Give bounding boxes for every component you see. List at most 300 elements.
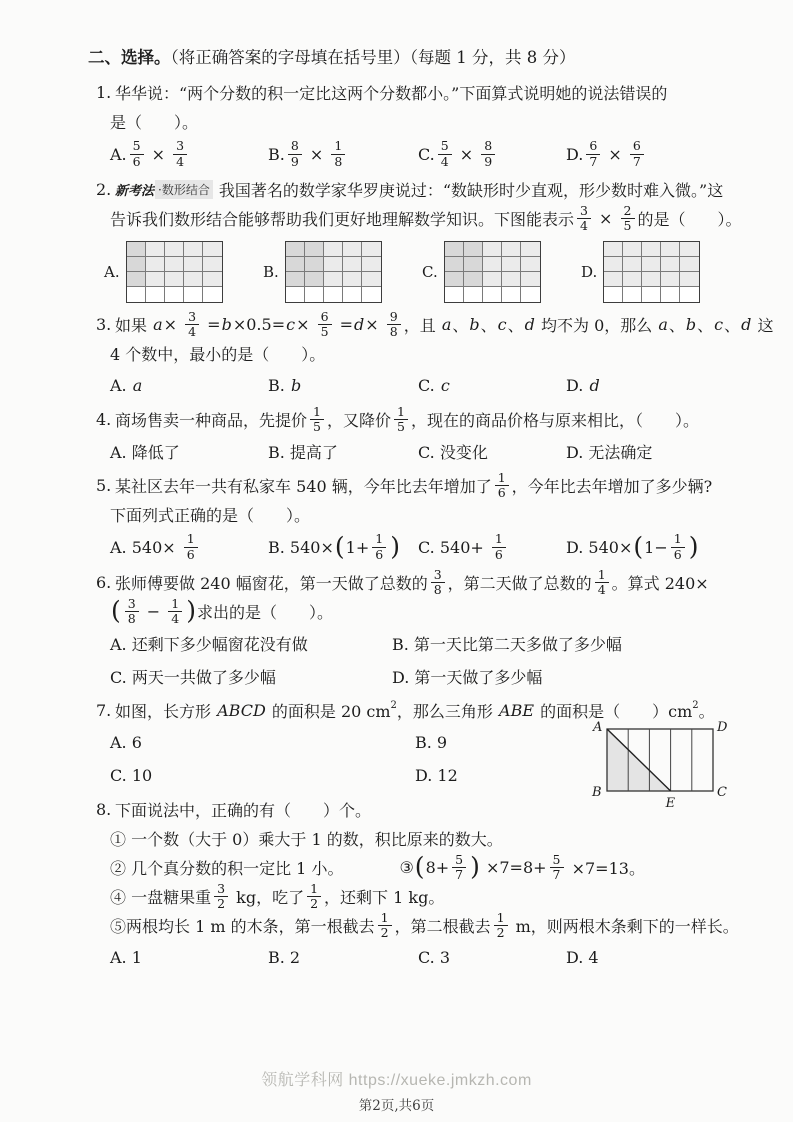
fraction-denominator: 8 — [433, 582, 442, 597]
grid-cell — [305, 287, 324, 302]
question-number: 1. — [96, 83, 112, 102]
fraction — [372, 533, 386, 561]
fraction-denominator: 2 — [310, 896, 319, 911]
option — [418, 944, 566, 970]
question-3 — [96, 308, 774, 398]
fraction-denominator: 9 — [290, 153, 299, 169]
question-line — [96, 500, 737, 529]
text-run: × — [163, 315, 183, 334]
fraction-numerator: 6 — [586, 140, 600, 155]
text-run: 这 — [752, 316, 774, 335]
option — [268, 944, 418, 970]
fraction-numerator: 3 — [577, 205, 591, 220]
text-run: = — [334, 315, 354, 334]
section-header — [88, 44, 737, 68]
text-run: 的是（ ）。 — [637, 210, 742, 229]
options-row — [96, 729, 656, 788]
text-run: A. 6 — [110, 732, 142, 752]
grid-cell — [127, 287, 146, 302]
math-variable: ABCD — [217, 701, 266, 720]
fraction-denominator: 6 — [375, 546, 384, 562]
grid-cell — [362, 242, 381, 257]
big-paren: ) — [470, 852, 480, 882]
fraction-numerator: 5 — [438, 140, 452, 155]
option — [110, 663, 392, 689]
fraction — [494, 909, 508, 940]
fraction — [288, 140, 302, 168]
math-variable: d — [741, 315, 752, 334]
question-4 — [96, 405, 737, 464]
grid-cell — [623, 272, 642, 287]
fraction-numerator: 8 — [481, 140, 495, 155]
grid-cell — [502, 287, 521, 302]
fraction-numerator: 8 — [288, 140, 302, 155]
fraction — [185, 308, 199, 339]
fraction — [318, 308, 332, 339]
fraction-denominator: 4 — [440, 153, 449, 169]
svg-text:D: D — [717, 720, 728, 735]
text-run: 1− — [644, 537, 668, 557]
fraction — [394, 403, 408, 434]
grid-cell — [464, 287, 483, 302]
fraction-denominator: 5 — [623, 218, 632, 233]
option — [110, 729, 415, 755]
fraction-numerator: 3 — [185, 311, 199, 326]
text-run: 是（ ）。 — [110, 113, 199, 132]
text-run: B. — [268, 375, 290, 395]
option — [110, 438, 268, 464]
text-run: ，今年比去年增加了多少辆? — [511, 477, 713, 496]
math-variable: d — [524, 315, 535, 334]
fraction — [577, 202, 591, 233]
big-paren: ( — [111, 596, 121, 626]
fraction-denominator: 5 — [320, 324, 329, 339]
fraction-model-grid — [444, 241, 541, 303]
badge-label: 新考法 — [115, 184, 155, 199]
grid-cell — [324, 257, 343, 272]
grid-cell — [184, 272, 203, 287]
text-run: ×0.5= — [232, 315, 286, 334]
fraction-numerator: 1 — [372, 533, 386, 548]
fraction-numerator: 1 — [168, 598, 182, 613]
text-run: ④ 一盘糖果重 — [110, 888, 212, 907]
text-run: 的面积是 20 cm — [266, 702, 391, 721]
option — [418, 533, 566, 561]
option — [110, 630, 392, 656]
option — [110, 944, 268, 970]
grid-cell — [445, 242, 464, 257]
page-number: 第2页,共6页 — [358, 1098, 435, 1114]
question-number: 6. — [96, 573, 112, 592]
math-variable: c — [497, 315, 507, 334]
grid-cell — [680, 242, 699, 257]
fraction-numerator: 1 — [495, 472, 509, 487]
fraction-numerator: 1 — [671, 533, 685, 548]
text-run: A. 降低了 — [110, 442, 180, 462]
text-run: ，那么三角形 — [396, 702, 499, 721]
grid-cell — [623, 287, 642, 302]
question-number: 8. — [96, 800, 112, 819]
fraction — [550, 851, 564, 882]
grid-cell — [146, 287, 165, 302]
grid-cell — [165, 272, 184, 287]
grid-cell — [127, 242, 146, 257]
grid-cell — [324, 242, 343, 257]
option — [566, 140, 737, 168]
questions-list — [88, 78, 774, 970]
text-run: C. 两天一共做了多少幅 — [110, 667, 276, 687]
grid-cell — [623, 242, 642, 257]
grid-cell — [184, 287, 203, 302]
grid-cell — [642, 272, 661, 287]
fraction-denominator: 4 — [176, 153, 185, 169]
site-watermark: 领航学科网 https://xueke.jmkzh.com — [261, 1072, 532, 1089]
grid-cell — [483, 242, 502, 257]
fraction-denominator: 8 — [334, 153, 343, 169]
text-run: × — [296, 315, 315, 334]
fraction — [671, 533, 685, 561]
big-paren: ) — [186, 596, 197, 626]
fraction — [173, 140, 187, 168]
text-run: C. 3 — [418, 947, 451, 967]
math-variable: a — [658, 315, 668, 334]
grid-cell — [445, 257, 464, 272]
text-run: D. — [566, 375, 589, 395]
question-line — [96, 405, 737, 434]
text-run: 张师傅要做 240 幅窗花，第一天做了总数的 — [115, 574, 428, 593]
option — [418, 372, 566, 398]
grid-cell — [483, 257, 502, 272]
grid-cell — [165, 287, 184, 302]
grid-cell — [521, 257, 540, 272]
fraction-denominator: 2 — [380, 925, 389, 940]
option — [566, 533, 737, 561]
grid-cell — [286, 257, 305, 272]
option — [392, 663, 737, 689]
question-6 — [96, 568, 737, 689]
fraction-numerator: 9 — [387, 311, 401, 326]
text-run: C. 没变化 — [418, 442, 488, 462]
text-run: C. — [418, 375, 440, 395]
text-run: 某社区去年一共有私家车 540 辆，今年比去年增加了 — [115, 477, 492, 496]
option — [110, 372, 268, 398]
grid-option — [104, 241, 223, 303]
grid-cell — [286, 242, 305, 257]
text-run: − — [141, 602, 166, 621]
text-run: A. — [110, 375, 132, 395]
fraction-model-grid — [126, 241, 223, 303]
grid-option — [422, 241, 541, 303]
fraction-denominator: 4 — [171, 611, 180, 626]
math-variable: b — [685, 315, 697, 334]
fraction-numerator: 6 — [318, 311, 332, 326]
svg-text:E: E — [665, 796, 676, 811]
math-variable: d — [589, 375, 600, 395]
grid-option-label: C. — [422, 263, 438, 281]
grid-option-label: B. — [263, 263, 279, 281]
text-run: × — [593, 209, 618, 228]
text-run: A. — [110, 144, 127, 164]
fraction — [214, 880, 228, 911]
text-run: A. 1 — [110, 947, 142, 967]
math-variable: c — [286, 315, 296, 334]
grid-cell — [343, 257, 362, 272]
fraction — [125, 595, 139, 626]
grid-cell — [680, 272, 699, 287]
options-row — [96, 140, 737, 168]
grid-cell — [343, 287, 362, 302]
text-run: 、 — [697, 316, 714, 335]
text-run: 、 — [452, 316, 469, 335]
grid-cell — [464, 242, 483, 257]
grid-cell — [362, 272, 381, 287]
text-run: × — [304, 144, 329, 164]
grid-cell — [203, 287, 222, 302]
grid-cell — [521, 242, 540, 257]
fraction — [630, 140, 644, 168]
grid-cell — [445, 287, 464, 302]
text-run: 告诉我们数形结合能够帮助我们更好地理解数学知识。下图能表示 — [110, 210, 575, 229]
fraction-denominator: 7 — [632, 153, 641, 169]
fraction-denominator: 2 — [217, 896, 226, 911]
fraction — [378, 909, 392, 940]
grid-cell — [184, 257, 203, 272]
grid-cell — [127, 272, 146, 287]
text-run: D. 12 — [415, 765, 458, 785]
text-run: C. — [418, 144, 435, 164]
superscript: 2 — [390, 700, 397, 711]
question-line — [96, 78, 737, 107]
text-run: B. 9 — [415, 732, 448, 752]
grid-cell — [203, 257, 222, 272]
option — [268, 438, 418, 464]
text-run: × — [146, 144, 171, 164]
svg-text:B: B — [592, 785, 602, 800]
grid-cell — [343, 242, 362, 257]
grid-cell — [661, 272, 680, 287]
fraction-denominator: 4 — [188, 324, 197, 339]
question-line — [96, 202, 742, 233]
fraction-model-grid — [285, 241, 382, 303]
fraction-numerator: 1 — [378, 912, 392, 927]
fraction-denominator: 8 — [127, 611, 136, 626]
fraction-denominator: 6 — [186, 546, 195, 562]
text-run: 、 — [724, 316, 741, 335]
big-paren: ) — [688, 531, 699, 561]
section-title: 二、选择。 — [88, 48, 171, 67]
fraction — [481, 140, 495, 168]
grid-cell — [604, 272, 623, 287]
question-number: 5. — [96, 476, 112, 495]
fraction-denominator: 2 — [496, 925, 505, 940]
option — [566, 438, 737, 464]
grid-cell — [127, 257, 146, 272]
text-run: × — [454, 144, 479, 164]
question-number: 4. — [96, 410, 112, 429]
option — [110, 140, 268, 168]
question-line — [96, 308, 774, 339]
text-run: ，现在的商品价格与原来相比，（ ）。 — [410, 411, 699, 430]
text-run: A. 540× — [110, 537, 181, 557]
text-run: B. 第一天比第二天多做了多少幅 — [392, 634, 622, 654]
grid-cell — [604, 242, 623, 257]
grid-cell — [362, 287, 381, 302]
math-variable: d — [354, 315, 365, 334]
text-run: C. 10 — [110, 765, 153, 785]
text-run: D. 4 — [566, 947, 599, 967]
grid-cell — [502, 242, 521, 257]
grid-cell — [661, 287, 680, 302]
question-line — [96, 175, 737, 204]
grid-cell — [604, 257, 623, 272]
big-paren: ( — [414, 852, 425, 882]
text-run: × — [603, 144, 627, 164]
grid-cell — [464, 272, 483, 287]
text-run: 。 — [698, 702, 715, 721]
math-variable: a — [153, 315, 163, 334]
text-run: ×7=13。 — [566, 859, 645, 878]
text-run: kg，吃了 — [231, 888, 305, 907]
text-run: ×7=8+ — [480, 858, 547, 877]
grid-cell — [661, 242, 680, 257]
fraction-numerator: 3 — [173, 140, 187, 155]
fraction-numerator: 2 — [621, 205, 635, 220]
text-run: ，第二天做了总数的 — [447, 574, 592, 593]
fraction-denominator: 5 — [396, 419, 405, 434]
text-run: D. 无法确定 — [566, 442, 653, 462]
option — [392, 630, 737, 656]
options-row — [96, 438, 737, 464]
fraction — [621, 202, 635, 233]
option — [268, 533, 418, 561]
superscript: 2 — [692, 700, 699, 711]
fraction-denominator: 6 — [132, 153, 141, 169]
text-run: 华华说：“两个分数的积一定比这两个分数都小。”下面算式说明她的说法错误的 — [115, 84, 668, 103]
text-run: 如图，长方形 — [115, 702, 217, 721]
fraction — [452, 851, 466, 882]
text-run: D. — [566, 144, 584, 164]
fraction — [431, 566, 445, 597]
text-run: 、 — [668, 316, 685, 335]
question-line — [96, 597, 737, 626]
fraction-denominator: 7 — [589, 153, 598, 169]
fraction — [438, 140, 452, 168]
fraction — [184, 533, 198, 561]
fraction-denominator: 4 — [580, 218, 588, 233]
options-row — [96, 630, 737, 689]
math-variable: a — [441, 315, 452, 334]
math-variable: c — [440, 375, 450, 395]
grid-cell — [502, 272, 521, 287]
fraction — [586, 140, 600, 168]
question-1 — [96, 78, 737, 168]
fraction — [168, 595, 182, 626]
question-2 — [96, 175, 742, 303]
big-paren: ( — [334, 531, 345, 561]
text-run: B. 2 — [268, 947, 301, 967]
grid-cell — [362, 257, 381, 272]
fraction-numerator: 5 — [550, 854, 564, 869]
option — [110, 533, 268, 561]
question-line — [96, 471, 737, 500]
options-row — [96, 944, 737, 970]
text-run: D. 第一天做了多少幅 — [392, 667, 543, 687]
grid-cell — [604, 287, 623, 302]
text-run: 下面列式正确的是（ ）。 — [110, 506, 311, 525]
fraction-denominator: 7 — [455, 867, 464, 882]
text-run: 的面积是（ ）cm — [535, 702, 693, 721]
question-5 — [96, 471, 737, 561]
math-variable: a — [132, 375, 143, 395]
text-run: A. 还剩下多少幅窗花没有做 — [110, 634, 308, 654]
big-paren: ) — [390, 531, 400, 561]
grid-cell — [165, 257, 184, 272]
text-run: 4 个数中，最小的是（ ）。 — [110, 345, 326, 364]
grid-cell — [642, 242, 661, 257]
grid-cell — [184, 242, 203, 257]
text-run: 、 — [480, 316, 497, 335]
text-run: ，第二根截去 — [394, 917, 491, 936]
grid-option-label: D. — [581, 263, 598, 281]
fraction-numerator: 1 — [184, 533, 198, 548]
text-run: 求出的是（ ）。 — [197, 603, 334, 622]
text-run: ，还剩下 1 kg。 — [324, 888, 445, 907]
grid-cell — [146, 272, 165, 287]
question-line — [96, 568, 737, 597]
question-line — [96, 911, 737, 940]
grid-cell — [642, 257, 661, 272]
grid-cell — [680, 257, 699, 272]
text-run: 商场售卖一种商品，先提价 — [115, 411, 308, 430]
fraction-denominator: 8 — [389, 324, 398, 339]
math-variable: b — [469, 315, 480, 334]
grid-cell — [483, 287, 502, 302]
grid-cell — [661, 257, 680, 272]
fraction-numerator: 1 — [331, 140, 345, 155]
fraction-numerator: 1 — [394, 406, 408, 421]
fraction-denominator: 9 — [484, 153, 493, 169]
grid-options — [96, 241, 737, 303]
grid-cell — [324, 272, 343, 287]
fraction-numerator: 1 — [494, 912, 508, 927]
question-number: 3. — [96, 315, 112, 334]
grid-cell — [286, 287, 305, 302]
option — [566, 944, 737, 970]
question-line — [96, 853, 737, 882]
text-run: = — [202, 315, 221, 334]
question-line — [96, 824, 737, 853]
option — [566, 372, 737, 398]
fraction-denominator: 6 — [494, 546, 503, 562]
math-variable: b — [290, 375, 302, 395]
question-line — [96, 339, 737, 368]
fraction — [310, 403, 324, 434]
grid-cell — [324, 287, 343, 302]
fraction-numerator: 6 — [630, 140, 644, 155]
fraction — [331, 140, 345, 168]
options-row — [96, 372, 737, 398]
fraction — [130, 140, 144, 168]
grid-cell — [286, 272, 305, 287]
option — [418, 438, 566, 464]
options-row — [96, 533, 737, 561]
fraction-denominator: 6 — [673, 546, 682, 562]
text-run: × — [365, 315, 384, 334]
grid-cell — [521, 287, 540, 302]
text-run: ⑤两根均长 1 m 的木条，第一根截去 — [110, 917, 375, 936]
grid-option-label: A. — [104, 263, 120, 281]
option — [268, 372, 418, 398]
